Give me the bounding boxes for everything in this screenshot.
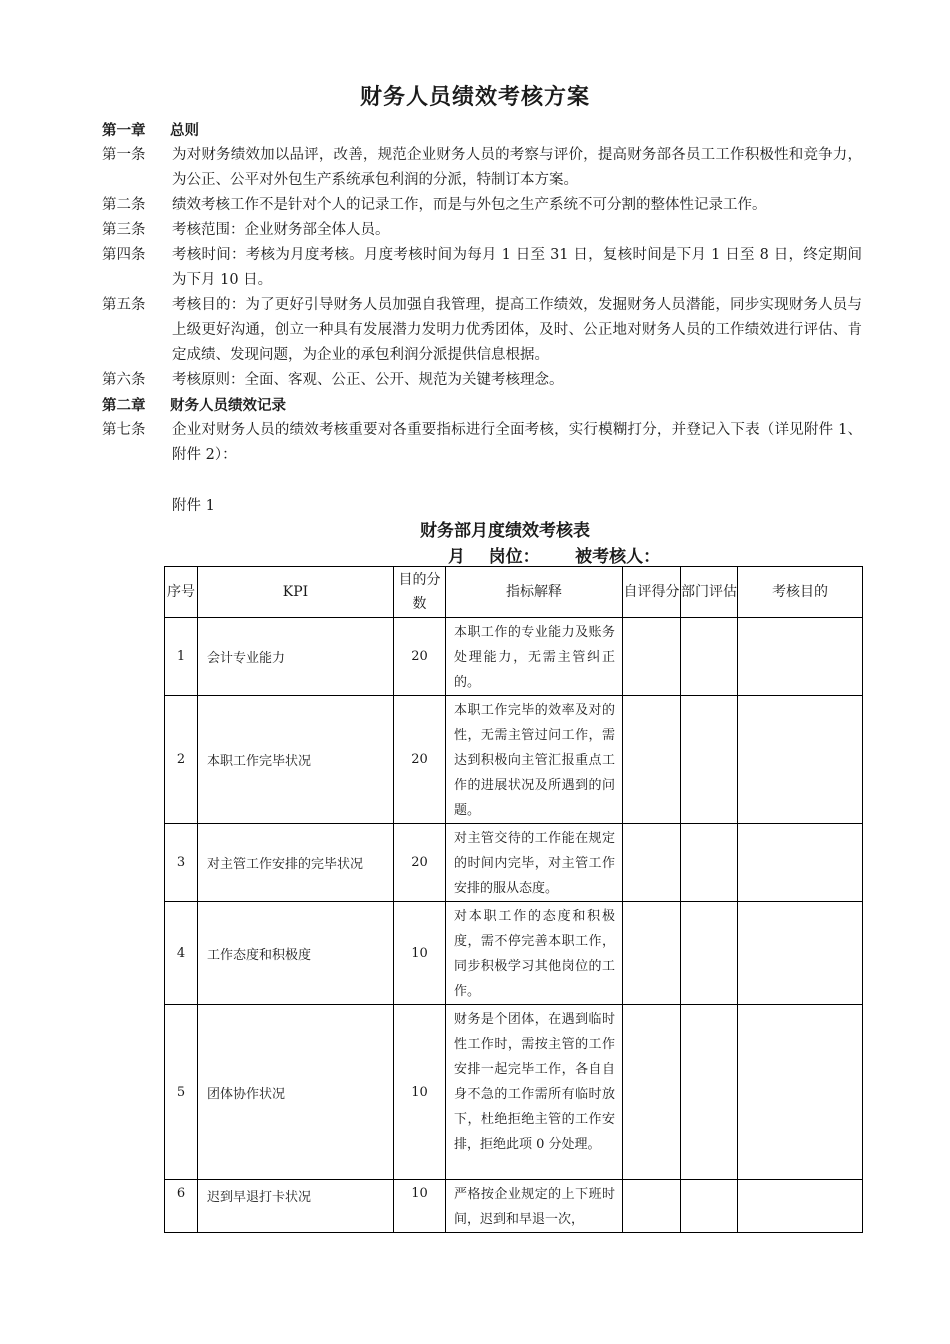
row-kpi: 本职工作完毕状况 bbox=[198, 696, 394, 824]
article-text: 为对财务绩效加以品评，改善，规范企业财务人员的考察与评价，提高财务部各员工工作积极性和竞争力，为公正、公平对外包生产系统承包利润的分派，特制订本方案。 bbox=[172, 147, 862, 188]
article-label: 第一条 bbox=[102, 147, 146, 163]
article-3 bbox=[102, 218, 862, 243]
row-kpi: 会计专业能力 bbox=[198, 618, 394, 696]
chapter-label: 第二章 bbox=[102, 397, 146, 414]
article-text: 考核目的：为了更好引导财务人员加强自我管理，提高工作绩效，发掘财务人员潜能，同步实现财务人员与上级更好沟通，创立一种具有发展潜力发明力优秀团体，及时、公正地对财务人员的工作绩效进行评估、肯定成绩、发现问题，为企业的承包利润分派提供信息根据。 bbox=[172, 297, 862, 363]
row-no: 4 bbox=[165, 902, 198, 1005]
row-self-score bbox=[623, 902, 681, 1005]
chapter-label: 第一章 bbox=[102, 122, 146, 139]
row-explanation: 本职工作的专业能力及账务处理能力，无需主管纠正的。 bbox=[446, 618, 623, 696]
article-label: 第五条 bbox=[102, 297, 146, 313]
article-text: 绩效考核工作不是针对个人的记录工作，而是与外包之生产系统不可分割的整体性记录工作。 bbox=[172, 197, 767, 213]
row-score: 20 bbox=[394, 824, 446, 902]
row-no: 3 bbox=[165, 824, 198, 902]
row-explanation: 对主管交待的工作能在规定的时间内完毕，对主管工作安排的服从态度。 bbox=[446, 824, 623, 902]
article-text: 考核时间：考核为月度考核。月度考核时间为每月 1 日至 31 日，复核时间是下月 1 日至 8 日，终定期间为下月 10 日。 bbox=[172, 247, 862, 288]
chapter-title: 财务人员绩效记录 bbox=[170, 397, 286, 414]
chapter-title: 总则 bbox=[170, 122, 199, 139]
row-score: 20 bbox=[394, 618, 446, 696]
header-explanation: 指标解释 bbox=[446, 567, 623, 618]
article-label: 第四条 bbox=[102, 247, 146, 263]
header-dept-eval: 部门评估 bbox=[681, 567, 738, 618]
row-kpi: 工作态度和积极度 bbox=[198, 902, 394, 1005]
row-self-score bbox=[623, 1180, 681, 1233]
table-subtitle: 月 岗位： 被考核人： bbox=[448, 547, 661, 567]
row-score: 20 bbox=[394, 696, 446, 824]
article-label: 第二条 bbox=[102, 197, 146, 213]
row-kpi: 迟到早退打卡状况 bbox=[198, 1180, 394, 1233]
kpi-table bbox=[164, 566, 863, 1233]
table-row bbox=[165, 902, 863, 1005]
row-goal bbox=[738, 696, 863, 824]
article-5 bbox=[102, 293, 862, 368]
row-kpi: 团体协作状况 bbox=[198, 1005, 394, 1180]
row-goal bbox=[738, 902, 863, 1005]
row-kpi: 对主管工作安排的完毕状况 bbox=[198, 824, 394, 902]
article-2 bbox=[102, 193, 862, 218]
article-label: 第六条 bbox=[102, 372, 146, 388]
article-text: 企业对财务人员的绩效考核重要对各重要指标进行全面考核，实行模糊打分，并登记入下表（详见附件 1、附件 2）： bbox=[172, 422, 862, 463]
table-row bbox=[165, 1180, 863, 1233]
row-no: 5 bbox=[165, 1005, 198, 1180]
header-no: 序号 bbox=[165, 567, 198, 618]
row-dept-eval bbox=[681, 1005, 738, 1180]
header-kpi: KPI bbox=[198, 567, 394, 618]
chapter-2-heading bbox=[102, 393, 862, 418]
row-goal bbox=[738, 1180, 863, 1233]
article-4 bbox=[102, 243, 862, 293]
row-dept-eval bbox=[681, 696, 738, 824]
row-no: 1 bbox=[165, 618, 198, 696]
header-target-score: 目的分数 bbox=[394, 567, 446, 618]
article-text: 考核原则：全面、客观、公正、公开、规范为关键考核理念。 bbox=[172, 372, 564, 388]
table-title: 财务部月度绩效考核表 bbox=[420, 521, 590, 541]
row-explanation: 对本职工作的态度和积极度，需不停完善本职工作，同步积极学习其他岗位的工作。 bbox=[446, 902, 623, 1005]
row-self-score bbox=[623, 618, 681, 696]
row-self-score bbox=[623, 1005, 681, 1180]
row-self-score bbox=[623, 824, 681, 902]
row-dept-eval bbox=[681, 902, 738, 1005]
table-row bbox=[165, 824, 863, 902]
row-goal bbox=[738, 1005, 863, 1180]
row-dept-eval bbox=[681, 1180, 738, 1233]
row-goal bbox=[738, 824, 863, 902]
row-goal bbox=[738, 618, 863, 696]
article-label: 第七条 bbox=[102, 422, 146, 438]
row-explanation: 本职工作完毕的效率及对的性，无需主管过问工作，需达到积极向主管汇报重点工作的进展状况及所遇到的问题。 bbox=[446, 696, 623, 824]
header-self-score: 自评得分 bbox=[623, 567, 681, 618]
document-title: 财务人员绩效考核方案 bbox=[359, 84, 590, 110]
header-goal: 考核目的 bbox=[738, 567, 863, 618]
article-7 bbox=[102, 418, 862, 468]
row-score: 10 bbox=[394, 902, 446, 1005]
table-row bbox=[165, 618, 863, 696]
article-6 bbox=[102, 368, 862, 393]
row-score: 10 bbox=[394, 1005, 446, 1180]
row-score: 10 bbox=[394, 1180, 446, 1233]
chapter-1-heading bbox=[102, 118, 862, 143]
annex-label: 附件 1 bbox=[172, 498, 215, 514]
row-no: 6 bbox=[165, 1180, 198, 1233]
table-row bbox=[165, 696, 863, 824]
row-dept-eval bbox=[681, 618, 738, 696]
article-text: 考核范围：企业财务部全体人员。 bbox=[172, 222, 390, 238]
row-no: 2 bbox=[165, 696, 198, 824]
article-label: 第三条 bbox=[102, 222, 146, 238]
row-explanation: 严格按企业规定的上下班时间，迟到和早退一次， bbox=[446, 1180, 623, 1233]
table-row bbox=[165, 1005, 863, 1180]
row-self-score bbox=[623, 696, 681, 824]
article-1 bbox=[102, 143, 862, 193]
row-explanation: 财务是个团体，在遇到临时性工作时，需按主管的工作安排一起完毕工作，各自自身不急的工作需所有临时放下，杜绝拒绝主管的工作安排，拒绝此项 0 分处理。 bbox=[446, 1005, 623, 1180]
table-header-row bbox=[165, 567, 863, 618]
row-dept-eval bbox=[681, 824, 738, 902]
